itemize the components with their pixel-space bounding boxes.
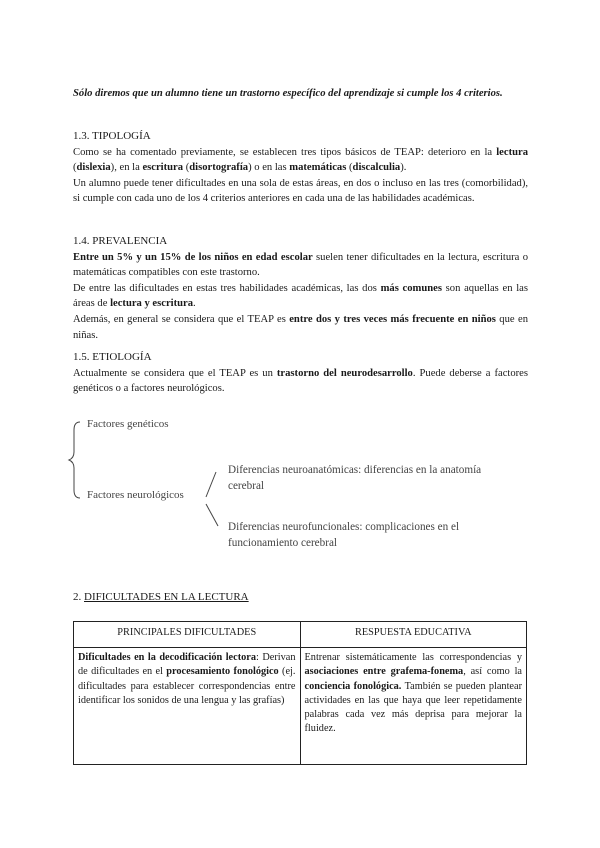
factor-genetic: Factores genéticos (87, 418, 169, 430)
left-brace (69, 422, 80, 498)
cell-dificultad: Dificultades en la decodificación lectora: Derivan de dificultades en el procesamiento fonológico (ej. dificultades para establecer correspondencias entre identificar los sonidos de una lengua y las grafías) (74, 648, 301, 765)
section-etiologia (73, 350, 528, 397)
tipologia-paragraph-1: Como se ha comentado previamente, se establecen tres tipos básicos de TEAP: deterioro en la lectura (dislexia), en la escritura (disortografía) o en las matemáticas (discalculia). (73, 146, 528, 174)
etiologia-paragraph-1: Actualmente se considera que el TEAP es un trastorno del neurodesarrollo. Puede deberse a factores genéticos o a factores neurológicos. (73, 367, 529, 395)
section-prevalencia (73, 234, 528, 343)
header-respuesta-educativa: RESPUESTA EDUCATIVA (300, 622, 527, 648)
neurofunctional-differences: Diferencias neurofuncionales: complicaciones en el funcionamiento cerebral (228, 521, 460, 549)
reading-difficulties-table (73, 621, 527, 765)
branch-line-lower (206, 504, 218, 526)
table-header-row (74, 622, 527, 648)
etiologia-heading: 1.5. ETIOLOGÍA (73, 351, 152, 363)
prevalencia-paragraph-3: Además, en general se considera que el TEAP es entre dos y tres veces más frecuente en niños que en niñas. (73, 313, 529, 341)
table-row (74, 648, 527, 765)
prevalencia-heading: 1.4. PREVALENCIA (73, 235, 168, 247)
neuroanatomical-differences: Diferencias neuroanatómicas: diferencias en la anatomía cerebral (228, 464, 482, 492)
cell-respuesta: Entrenar sistemáticamente las correspondencias y asociaciones entre grafema-fonema, así como la conciencia fonológica. También se pueden plantear actividades en las que haya que leer repetidamente palabras cada vez más deprisa para mejorar la fluidez. (300, 648, 527, 765)
branch-line-upper (206, 472, 216, 497)
prevalencia-paragraph-1: Entre un 5% y un 15% de los niños en edad escolar suelen tener dificultades en la lectura, escritura o matemáticas compatibles con este trastorno. (73, 251, 529, 279)
intro-criteria: Sólo diremos que un alumno tiene un trastorno específico del aprendizaje si cumple los 4 criterios. (73, 88, 503, 99)
section-tipologia (73, 129, 528, 207)
tipologia-paragraph-2: Un alumno puede tener dificultades en una sola de estas áreas, en dos o incluso en las tres (comorbilidad), si cumple con cada uno de los 4 criterios anteriores en cada una de las habilidades académicas. (73, 177, 528, 205)
header-principales-dificultades: PRINCIPALES DIFICULTADES (74, 622, 301, 648)
factor-neurological: Factores neurológicos (87, 489, 184, 501)
section-2-heading: 2. DIFICULTADES EN LA LECTURA (73, 591, 249, 603)
prevalencia-paragraph-2: De entre las dificultades en estas tres habilidades académicas, las dos más comunes son aquellas en las áreas de lectura y escritura. (73, 282, 528, 310)
etiology-diagram (60, 400, 540, 560)
tipologia-heading: 1.3. TIPOLOGÍA (73, 130, 151, 142)
